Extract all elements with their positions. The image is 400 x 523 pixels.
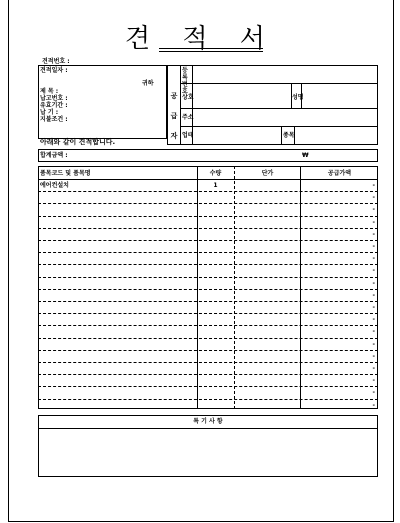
row-divider	[38, 399, 378, 400]
row-amount: -	[372, 401, 375, 409]
recipient-suffix: 귀하	[142, 80, 154, 87]
supplier-row-line-2	[180, 108, 378, 109]
row-amount: -	[372, 352, 375, 360]
row-divider	[38, 264, 378, 265]
header-item: 품목코드 및 품목명	[40, 170, 91, 177]
supplier-box	[167, 65, 378, 145]
supplier-char-2: 급	[170, 112, 178, 120]
row-divider	[38, 240, 378, 241]
supplier-char-3: 자	[170, 132, 178, 140]
greeting-text: 아래와 같이 견적합니다.	[40, 138, 116, 146]
title-underline	[159, 48, 263, 49]
total-amount-label: 합계금액 :	[40, 152, 68, 159]
row-divider	[38, 191, 378, 192]
header-amount: 공급가액	[327, 170, 352, 177]
row-amount: -	[372, 365, 375, 372]
header-qty: 수량	[209, 170, 222, 177]
row-amount: -	[372, 389, 375, 397]
table-header-line	[38, 179, 378, 180]
currency-symbol: ₩	[302, 152, 309, 159]
total-amount-box	[38, 149, 378, 162]
remarks-header-line	[38, 428, 378, 429]
row-amount: -	[372, 267, 375, 275]
field-due-date: 납 기 :	[40, 109, 59, 116]
label-reg-no: 등록번호	[182, 67, 188, 95]
label-company: 상호	[182, 94, 194, 101]
row-divider	[38, 228, 378, 229]
label-name: 성명	[292, 94, 304, 101]
row-divider	[38, 203, 378, 204]
row-item: 에어컨설치	[40, 182, 69, 189]
row-amount: -	[372, 377, 375, 385]
label-address: 주소	[182, 114, 194, 121]
row-divider	[38, 289, 378, 290]
row-divider	[38, 252, 378, 253]
row-amount: -	[372, 243, 375, 250]
label-business-item: 종목	[283, 132, 295, 139]
row-divider	[38, 362, 378, 363]
row-divider	[38, 386, 378, 387]
supplier-char-1: 공	[170, 92, 178, 100]
row-amount: -	[372, 340, 375, 348]
row-divider	[38, 325, 378, 326]
row-amount: -	[372, 194, 375, 202]
supplier-row-line-3	[180, 126, 378, 127]
page-title: 견 적 서	[125, 24, 277, 54]
row-amount: -	[372, 328, 375, 336]
row-amount: -	[372, 279, 375, 287]
field-subject: 제 목 :	[40, 88, 59, 95]
field-validity: 유효기간 :	[40, 102, 68, 109]
supplier-row-line-1	[180, 83, 378, 84]
estimate-number-label: 견적번호 :	[42, 58, 70, 65]
field-payment-terms: 지불조건 :	[40, 116, 68, 123]
row-amount: -	[372, 291, 375, 299]
field-estimate-date: 견적일자 :	[40, 67, 68, 74]
row-qty: 1	[213, 182, 218, 189]
label-business-type: 업태	[182, 132, 194, 139]
row-amount: -	[372, 255, 375, 263]
row-amount: -	[372, 182, 375, 189]
estimate-page	[8, 0, 394, 522]
client-info-fields	[40, 67, 160, 123]
row-divider	[38, 338, 378, 339]
row-amount: -	[372, 218, 375, 226]
supplier-divider	[180, 65, 181, 145]
row-amount: -	[372, 304, 375, 311]
row-amount: -	[372, 230, 375, 238]
row-divider	[38, 313, 378, 314]
header-price: 단가	[261, 170, 274, 177]
supplier-side-label	[170, 86, 178, 146]
row-divider	[38, 277, 378, 278]
row-divider	[38, 350, 378, 351]
supplier-item-divider-a	[281, 126, 282, 145]
row-amount: -	[372, 206, 375, 214]
remarks-label: 특 기 사 항	[193, 418, 223, 425]
row-divider	[38, 301, 378, 302]
field-delivery-no: 납고번호 :	[40, 95, 68, 102]
title-underline-2	[159, 51, 263, 52]
row-divider	[38, 216, 378, 217]
row-amount: -	[372, 316, 375, 324]
row-divider	[38, 374, 378, 375]
